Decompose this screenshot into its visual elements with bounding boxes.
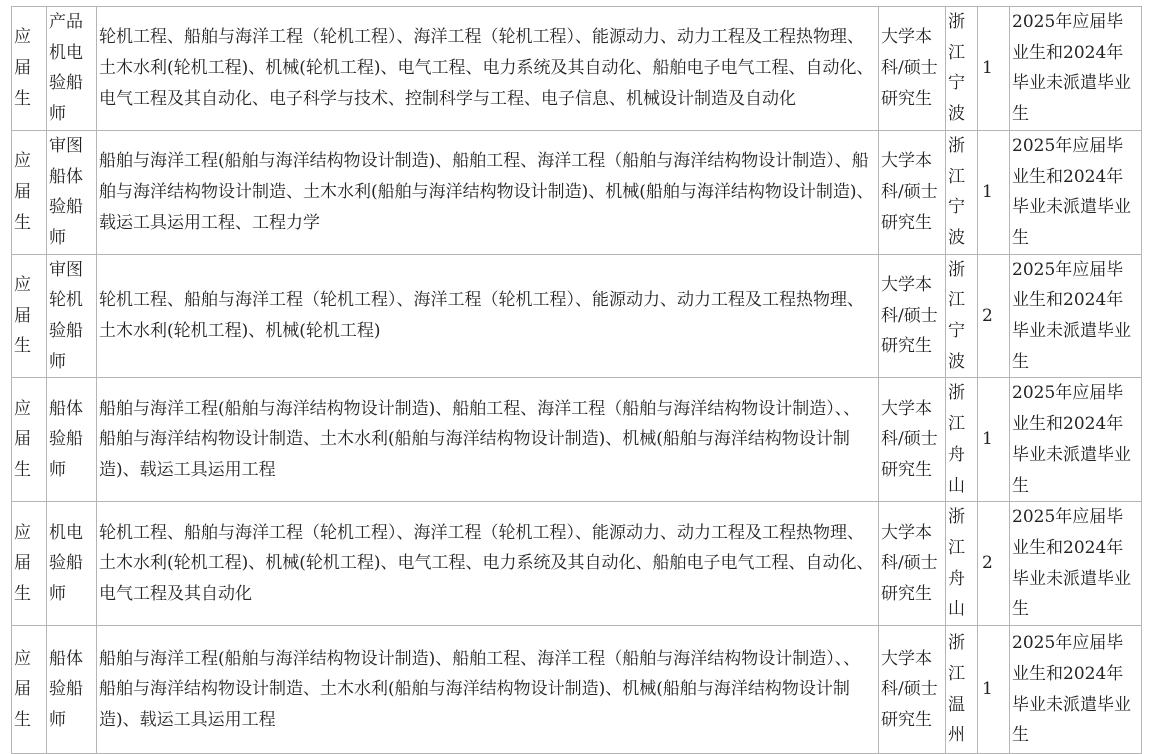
requirement-cell: 2025年应届毕业生和2024年毕业未派遣毕业生	[1010, 502, 1142, 626]
category-cell: 应届生	[12, 7, 47, 131]
location-cell: 浙江宁波	[946, 7, 978, 131]
requirement-cell: 2025年应届毕业生和2024年毕业未派遣毕业生	[1010, 130, 1142, 254]
count-cell: 1	[978, 626, 1010, 754]
majors-cell: 轮机工程、船舶与海洋工程（轮机工程）、海洋工程（轮机工程）、能源动力、动力工程及工程热物理、土木水利(轮机工程)、机械(轮机工程)、电气工程、电力系统及其自动化、船舶电子电气工程、自动化、电气工程及其自动化	[97, 502, 879, 626]
majors-cell: 轮机工程、船舶与海洋工程（轮机工程）、海洋工程（轮机工程）、能源动力、动力工程及工程热物理、土木水利(轮机工程)、机械(轮机工程)、电气工程、电力系统及其自动化、船舶电子电气工程、自动化、电气工程及其自动化、电子科学与技术、控制科学与工程、电子信息、机械设计制造及自动化	[97, 7, 879, 131]
count-cell: 1	[978, 7, 1010, 131]
majors-cell: 船舶与海洋工程(船舶与海洋结构物设计制造)、船舶工程、海洋工程（船舶与海洋结构物设计制造）、、船舶与海洋结构物设计制造、土木水利(船舶与海洋结构物设计制造)、机械(船舶与海洋结构物设计制造)、载运工具运用工程	[97, 378, 879, 502]
recruitment-table	[11, 6, 1142, 754]
category-cell: 应届生	[12, 502, 47, 626]
education-cell: 大学本科/硕士研究生	[879, 378, 946, 502]
position-cell: 机电验船师	[47, 502, 97, 626]
position-cell: 船体验船师	[47, 378, 97, 502]
location-cell: 浙江温州	[946, 626, 978, 754]
count-cell: 1	[978, 378, 1010, 502]
location-cell: 浙江宁波	[946, 254, 978, 378]
table-row	[12, 254, 1142, 378]
education-cell: 大学本科/硕士研究生	[879, 626, 946, 754]
requirement-cell: 2025年应届毕业生和2024年毕业未派遣毕业生	[1010, 626, 1142, 754]
education-cell: 大学本科/硕士研究生	[879, 7, 946, 131]
location-cell: 浙江舟山	[946, 378, 978, 502]
table-row	[12, 502, 1142, 626]
education-cell: 大学本科/硕士研究生	[879, 130, 946, 254]
position-cell: 船体验船师	[47, 626, 97, 754]
position-cell: 审图轮机验船师	[47, 254, 97, 378]
requirement-cell: 2025年应届毕业生和2024年毕业未派遣毕业生	[1010, 7, 1142, 131]
education-cell: 大学本科/硕士研究生	[879, 502, 946, 626]
table-row	[12, 130, 1142, 254]
category-cell: 应届生	[12, 130, 47, 254]
table-row	[12, 378, 1142, 502]
table-row	[12, 626, 1142, 754]
count-cell: 2	[978, 254, 1010, 378]
location-cell: 浙江舟山	[946, 502, 978, 626]
category-cell: 应届生	[12, 254, 47, 378]
count-cell: 1	[978, 130, 1010, 254]
location-cell: 浙江宁波	[946, 130, 978, 254]
position-cell: 审图船体验船师	[47, 130, 97, 254]
majors-cell: 轮机工程、船舶与海洋工程（轮机工程）、海洋工程（轮机工程）、能源动力、动力工程及工程热物理、土木水利(轮机工程)、机械(轮机工程)	[97, 254, 879, 378]
majors-cell: 船舶与海洋工程(船舶与海洋结构物设计制造)、船舶工程、海洋工程（船舶与海洋结构物设计制造）、、船舶与海洋结构物设计制造、土木水利(船舶与海洋结构物设计制造)、机械(船舶与海洋结构物设计制造)、载运工具运用工程	[97, 626, 879, 754]
category-cell: 应届生	[12, 626, 47, 754]
position-cell: 产品机电验船师	[47, 7, 97, 131]
count-cell: 2	[978, 502, 1010, 626]
majors-cell: 船舶与海洋工程(船舶与海洋结构物设计制造)、船舶工程、海洋工程（船舶与海洋结构物设计制造）、船舶与海洋结构物设计制造、土木水利(船舶与海洋结构物设计制造)、机械(船舶与海洋结构物设计制造)、载运工具运用工程、工程力学	[97, 130, 879, 254]
education-cell: 大学本科/硕士研究生	[879, 254, 946, 378]
requirement-cell: 2025年应届毕业生和2024年毕业未派遣毕业生	[1010, 254, 1142, 378]
table-row	[12, 7, 1142, 131]
category-cell: 应届生	[12, 378, 47, 502]
requirement-cell: 2025年应届毕业生和2024年毕业未派遣毕业生	[1010, 378, 1142, 502]
